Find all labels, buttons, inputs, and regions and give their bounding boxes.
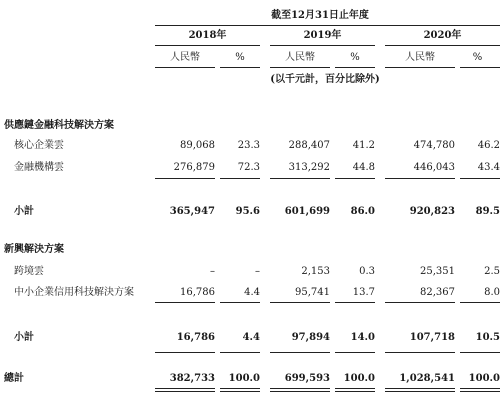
cell: 100.0	[228, 373, 260, 384]
cell: 72.3	[237, 162, 260, 173]
cell: 699,593	[284, 373, 330, 384]
year-rule-2020	[385, 45, 500, 46]
cell: 97,894	[291, 332, 330, 343]
year-2018: 2018年	[188, 30, 227, 41]
section-title: 供應鏈金融科技解決方案	[4, 120, 114, 131]
col-rule-pct-2018	[220, 67, 260, 68]
period-title: 截至12月31日止年度	[271, 10, 369, 21]
row-label: 核心企業雲	[14, 140, 64, 151]
cell: 41.2	[352, 140, 375, 151]
rule	[335, 391, 375, 392]
rule	[155, 178, 215, 179]
cell: 2,153	[301, 266, 330, 277]
cell: 100.0	[468, 373, 500, 384]
rule	[155, 352, 215, 353]
cell: 16,786	[176, 332, 215, 343]
cell: 44.8	[352, 162, 375, 173]
cell: 0.3	[359, 266, 375, 277]
cell: 446,043	[413, 162, 455, 173]
cell: 601,699	[284, 206, 330, 217]
rule	[220, 391, 260, 392]
rule	[270, 391, 330, 392]
rule	[460, 178, 500, 179]
year-rule-2019	[270, 45, 375, 46]
cell: 276,879	[173, 162, 215, 173]
cell: 365,947	[169, 206, 215, 217]
cell: 4.4	[244, 287, 260, 298]
rule	[460, 302, 500, 303]
rule	[270, 178, 330, 179]
rule	[220, 388, 260, 389]
col-rule-pct-2020	[460, 67, 500, 68]
cell: 107,718	[409, 332, 455, 343]
col-rmb-2018: 人民幣	[170, 52, 200, 63]
rule	[385, 178, 455, 179]
cell: 13.7	[352, 287, 375, 298]
col-rule-rmb-2020	[385, 67, 455, 68]
cell: –	[255, 266, 260, 277]
rule	[335, 388, 375, 389]
cell: 25,351	[420, 266, 455, 277]
rule	[385, 302, 455, 303]
col-pct-2018: %	[235, 52, 245, 63]
col-rule-rmb-2019	[270, 67, 330, 68]
cell: 8.0	[484, 287, 500, 298]
rule	[460, 388, 500, 389]
total-label: 總計	[4, 373, 24, 384]
cell: 100.0	[343, 373, 375, 384]
rule	[385, 352, 455, 353]
row-label: 跨境雲	[14, 266, 44, 277]
subtotal-label: 小計	[14, 332, 34, 343]
cell: 95,741	[295, 287, 330, 298]
cell: 89,068	[180, 140, 215, 151]
rule	[335, 352, 375, 353]
cell: 920,823	[409, 206, 455, 217]
cell: 89.5	[475, 206, 500, 217]
rule	[335, 178, 375, 179]
section-title: 新興解決方案	[4, 244, 64, 255]
rule	[460, 352, 500, 353]
cell: 474,780	[413, 140, 455, 151]
rule	[270, 352, 330, 353]
rule	[155, 302, 215, 303]
cell: 95.6	[235, 206, 260, 217]
cell: 313,292	[288, 162, 330, 173]
cell: 46.2	[477, 140, 500, 151]
col-rmb-2019: 人民幣	[285, 52, 315, 63]
year-2020: 2020年	[423, 30, 462, 41]
rule	[220, 302, 260, 303]
col-rmb-2020: 人民幣	[405, 52, 435, 63]
rule	[155, 391, 215, 392]
cell: 1,028,541	[399, 373, 455, 384]
rule	[270, 302, 330, 303]
col-rule-pct-2019	[335, 67, 375, 68]
rule	[155, 388, 215, 389]
col-rule-rmb-2018	[155, 67, 215, 68]
col-pct-2019: %	[350, 52, 360, 63]
col-pct-2020: %	[472, 52, 483, 63]
cell: 4.4	[242, 332, 260, 343]
cell: 288,407	[288, 140, 330, 151]
year-2019: 2019年	[303, 30, 342, 41]
period-rule	[155, 25, 500, 26]
cell: 23.3	[237, 140, 260, 151]
rule	[220, 352, 260, 353]
rule	[385, 391, 455, 392]
cell: 2.5	[484, 266, 500, 277]
rule	[335, 302, 375, 303]
subtotal-label: 小計	[14, 206, 34, 217]
rule	[220, 178, 260, 179]
row-label: 金融機構雲	[14, 162, 64, 173]
rule	[270, 388, 330, 389]
rule	[385, 388, 455, 389]
year-rule-2018	[155, 45, 260, 46]
row-label: 中小企業信用科技解決方案	[14, 287, 134, 298]
unit-note: (以千元計，百分比除外)	[270, 74, 380, 85]
rule	[460, 391, 500, 392]
cell: 382,733	[169, 373, 215, 384]
cell: 16,786	[180, 287, 215, 298]
cell: 43.4	[477, 162, 500, 173]
cell: 82,367	[420, 287, 455, 298]
cell: 86.0	[350, 206, 375, 217]
cell: 10.5	[475, 332, 500, 343]
cell: 14.0	[350, 332, 375, 343]
cell: –	[210, 266, 215, 277]
